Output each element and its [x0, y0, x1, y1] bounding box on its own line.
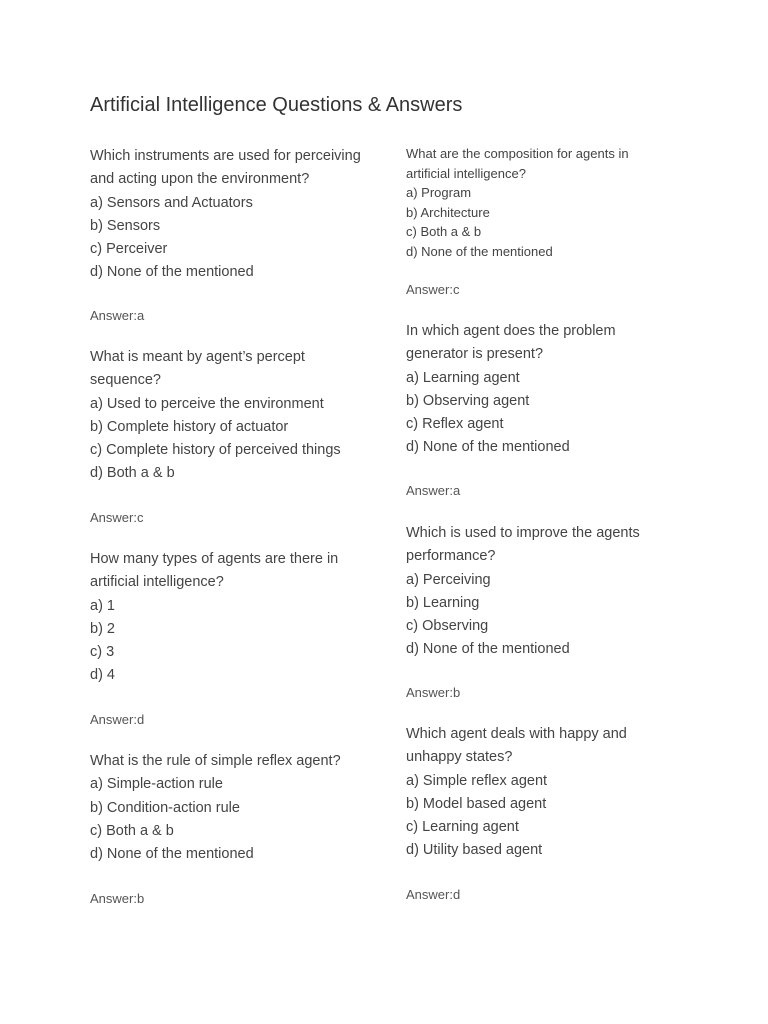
option-c: c) Complete history of perceived things	[90, 442, 341, 459]
answer-text: Answer:c	[406, 282, 460, 297]
question-block	[90, 145, 370, 285]
option-a: a) Simple-action rule	[90, 776, 223, 793]
option-c: c) Observing	[406, 618, 489, 635]
option-c: c) Both a & b	[90, 822, 174, 839]
question-text: Which is used to improve the agents performance?	[406, 525, 640, 565]
option-d: d) None of the mentioned	[90, 846, 254, 863]
question-text: What is the rule of simple reflex agent?	[90, 753, 341, 769]
answer-text: Answer:a	[90, 308, 145, 323]
answer-text: Answer:b	[90, 891, 145, 906]
option-d: d) None of the mentioned	[406, 641, 570, 658]
option-c: c) Reflex agent	[406, 416, 504, 433]
answer-text: Answer:b	[406, 685, 461, 700]
option-b: b) Condition-action rule	[90, 799, 240, 816]
question-block	[90, 548, 355, 688]
question-text: How many types of agents are there in artificial intelligence?	[90, 551, 339, 591]
option-d: d) None of the mentioned	[406, 439, 570, 456]
option-a: a) Program	[406, 185, 472, 200]
answer-text: Answer:a	[406, 483, 461, 498]
option-a: a) Used to perceive the environment	[90, 395, 324, 412]
option-c: c) 3	[90, 644, 115, 661]
question-text: What is meant by agent’s percept sequence?	[90, 349, 305, 389]
option-b: b) Architecture	[406, 204, 490, 220]
answer-text: Answer:d	[406, 887, 461, 902]
question-block	[406, 723, 646, 863]
page-title: Artificial Intelligence Questions & Answers	[90, 94, 463, 116]
option-a: a) Sensors and Actuators	[90, 194, 253, 211]
answer-text: Answer:d	[90, 712, 145, 727]
question-block	[90, 750, 380, 866]
question-block	[90, 346, 341, 486]
option-d: d) Utility based agent	[406, 842, 543, 859]
option-d: d) None of the mentioned	[90, 264, 254, 281]
option-b: b) Sensors	[90, 217, 161, 234]
answer-text: Answer:c	[90, 510, 144, 525]
option-c: c) Learning agent	[406, 819, 519, 836]
option-c: c) Both a & b	[406, 224, 482, 239]
question-text: In which agent does the problem generator is present?	[406, 323, 616, 363]
option-b: b) 2	[90, 620, 115, 637]
question-text: Which instruments are used for perceiving and acting upon the environment?	[90, 148, 361, 188]
option-d: d) Both a & b	[90, 465, 175, 482]
option-d: d) None of the mentioned	[406, 243, 553, 259]
question-block	[406, 522, 656, 662]
option-a: a) Simple reflex agent	[406, 772, 548, 789]
option-b: b) Model based agent	[406, 795, 547, 812]
question-block	[406, 144, 656, 261]
option-a: a) 1	[90, 597, 115, 614]
option-b: b) Complete history of actuator	[90, 418, 289, 435]
question-block	[406, 320, 646, 460]
option-d: d) 4	[90, 667, 115, 684]
option-b: b) Observing agent	[406, 392, 530, 409]
question-text: Which agent deals with happy and unhappy states?	[406, 726, 627, 766]
option-a: a) Learning agent	[406, 369, 520, 386]
option-b: b) Learning	[406, 594, 480, 611]
question-text: What are the composition for agents in artificial intelligence?	[406, 146, 629, 181]
option-c: c) Perceiver	[90, 241, 168, 258]
option-a: a) Perceiving	[406, 571, 491, 588]
